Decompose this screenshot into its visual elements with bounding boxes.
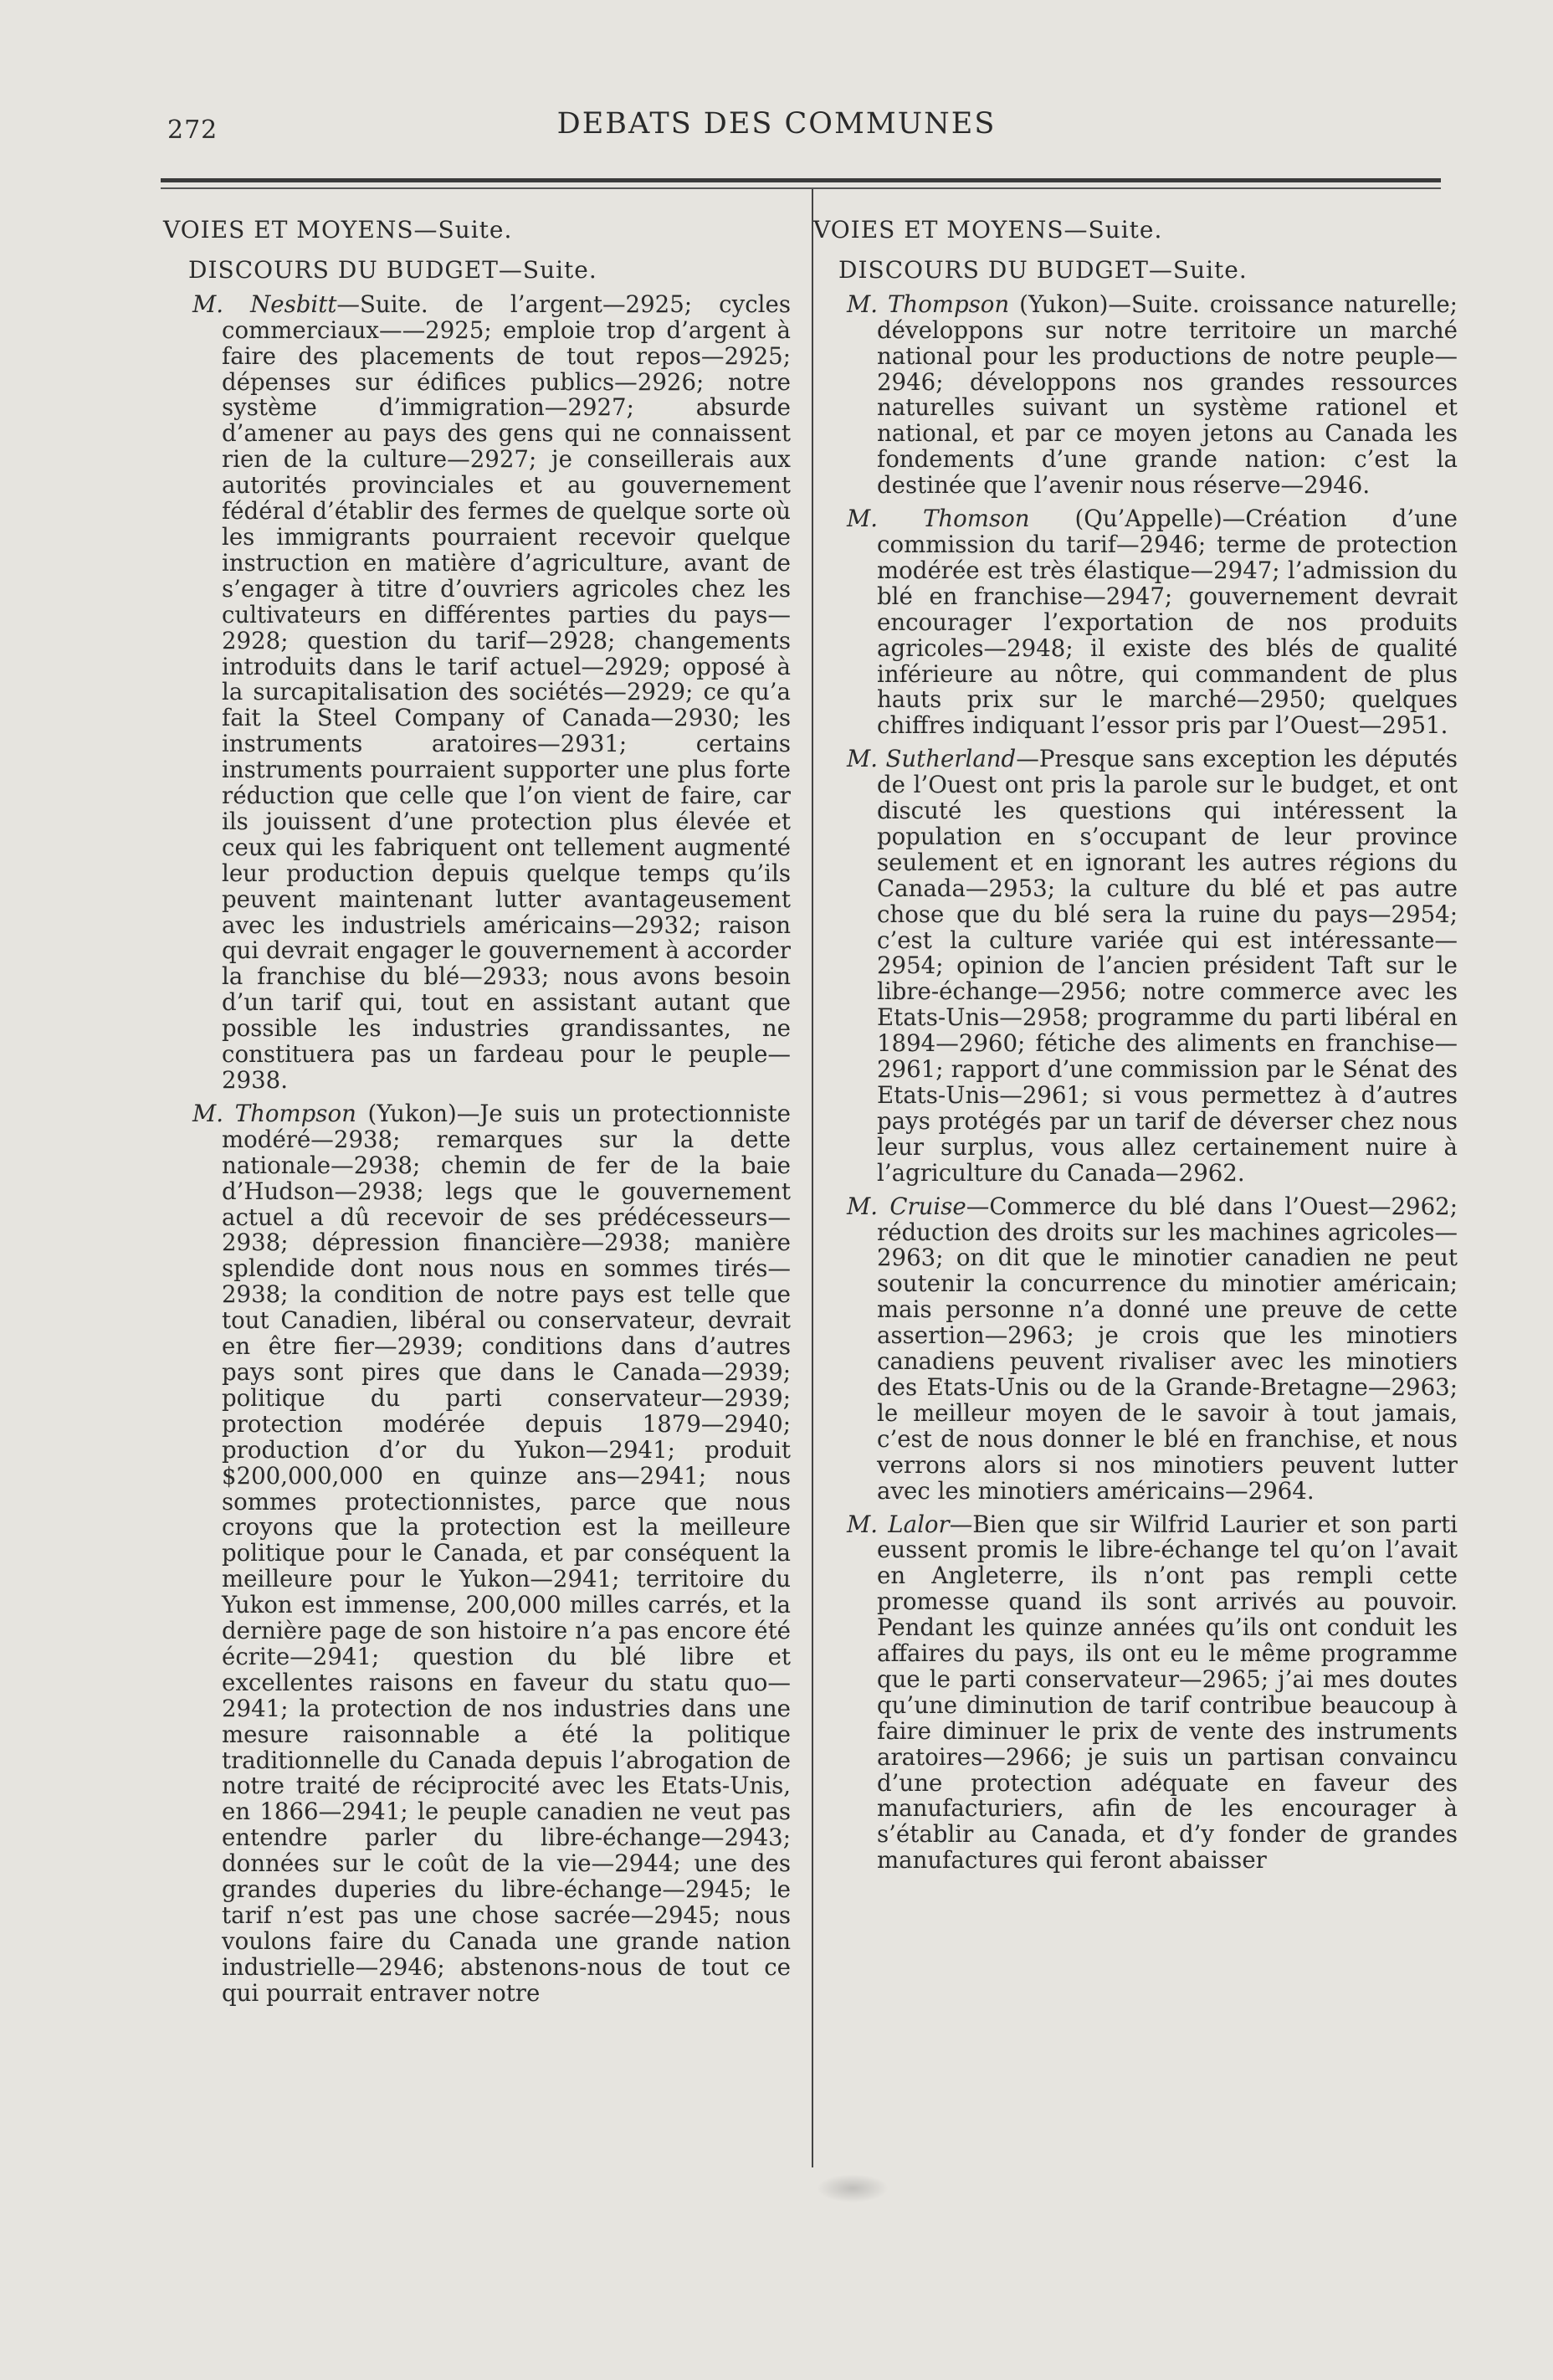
speaker-name: M. Thompson (192, 1099, 356, 1127)
entry-text: —Presque sans exception les députés de l’Ouest ont pris la parole sur le budget, et ont discuté les questions qui intéressent la population en s’occupant de leur province seulement et en ignorant les autres régions du Canada—2953; la culture du blé et pas autre chose que du blé sera la ruine du pays—2954; c’est la culture variée qui est intéressante—2954; opinion de l’ancien président Taft sur le libre-échange—2956; notre commerce avec les Etats-Unis—2958; programme du parti libéral en 1894—2960; fétiche des aliments en franchise—2961; rapport d’une commission par le Sénat des Etats-Unis—2961; si vous permettez à d’autres pays protégés par un tarif de déverser chez nous leur surplus, vous allez certainement nuire à l’agriculture du Canada—2962. (877, 745, 1458, 1187)
index-entry (813, 1512, 1458, 1875)
index-entry (163, 1101, 791, 2007)
section-heading: VOIES ET MOYENS—Suite. (163, 216, 513, 244)
speaker-name: M. Lalor (847, 1510, 950, 1538)
page-number: 272 (167, 115, 218, 145)
entry-text: —Suite. de l’argent—2925; cycles commerciaux——2925; emploie trop d’argent à faire des placements de tout repos—2925; dépenses sur édifices publics—2926; notre système d’immigration—2927; absurde d’amener au pays des gens qui ne connaissent rien de la culture—2927; je conseillerais aux autorités provinciales et au gouvernement fédéral d’établir des fermes de quelque sorte où les immigrants pourraient recevoir quelque instruction en matière d’agriculture, avant de s’engager à titre d’ouvriers agricoles chez les cultivateurs en différentes parties du pays—2928; question du tarif—2928; changements introduits dans le tarif actuel—2929; opposé à la surcapitalisation des sociétés—2929; ce qu’a fait la Steel Company of Canada—2930; les instruments aratoires—2931; certains instruments pourraient supporter une plus forte réduction que celle que l’on vient de faire, car ils jouissent d’une protection plus élevée et ceux qui les fabriquent ont tellement augmenté leur production depuis quelque temps qu’ils peuvent maintenant lutter avantageusement avec les industriels américains—2932; raison qui devrait engager le gouvernement à accorder la franchise du blé—2933; nous avons besoin d’un tarif qui, tout en assistant autant que possible les industries grandissantes, ne constituera pas un fardeau pour le peuple—2938. (222, 290, 791, 1094)
left-column (163, 218, 791, 2007)
running-title: DEBATS DES COMMUNES (556, 107, 997, 141)
header-rule-thick (161, 178, 1441, 182)
ink-smudge (817, 2174, 889, 2203)
speaker-name: M. Sutherland (847, 745, 1017, 773)
index-entry (813, 506, 1458, 739)
entry-text: (Yukon)—Je suis un protectionniste modéré—2938; remarques sur la dette nationale—2938; chemin de fer de la baie d’Hudson—2938; legs que le gouvernement actuel a dû recevoir de ses prédécesseurs—2938; dépression financière—2938; manière splendide dont nous nous en sommes tirés—2938; la condition de notre pays est telle que tout Canadien, libéral ou conservateur, devrait en être fier—2939; conditions dans d’autres pays sont pires que dans le Canada—2939; politique du parti conservateur—2939; protection modérée depuis 1879—2940; production d’or du Yukon—2941; produit $200,000,000 en quinze ans—2941; nous sommes protectionnistes, parce que nous croyons que la protection est la meilleure politique pour le Canada, et par conséquent la meilleure pour le Yukon—2941; territoire du Yukon est immense, 200,000 milles carrés, et la dernière page de son histoire n’a pas encore été écrite—2941; question du blé libre et excellentes raisons en faveur du statu quo—2941; la protection de nos industries dans une mesure raisonnable a été la politique traditionnelle du Canada depuis l’abrogation de notre traité de réciprocité avec les Etats-Unis, en 1866—2941; le peuple canadien ne veut pas entendre parler du libre-échange—2943; données sur le coût de la vie—2944; une des grandes duperies du libre-échange—2945; le tarif n’est pas une chose sacrée—2945; nous voulons faire du Canada une grande nation industrielle—2946; abstenons-nous de tout ce qui pourrait entraver notre (222, 1099, 791, 2007)
header-rule-thin (161, 187, 1441, 189)
section-heading: VOIES ET MOYENS—Suite. (813, 216, 1163, 244)
speaker-name: M. Thompson (847, 290, 1010, 318)
subsection-heading: DISCOURS DU BUDGET—Suite. (838, 255, 1248, 284)
right-column (813, 218, 1458, 1874)
index-entry (163, 292, 791, 1094)
speaker-name: M. Nesbitt (192, 290, 337, 318)
speaker-name: M. Thomson (847, 505, 1030, 533)
index-entry (813, 746, 1458, 1186)
index-entry (813, 292, 1458, 499)
entry-text: (Qu’Appelle)—Création d’une commission du tarif—2946; terme de protection modérée est très élastique—2947; l’admission du blé en franchise—2947; gouvernement devrait encourager l’exportation de nos produits agricoles—2948; il existe des blés de qualité inférieure au nôtre, qui commandent de plus hauts prix sur le marché—2950; quelques chiffres indiquant l’essor pris par l’Ouest—2951. (877, 505, 1458, 740)
entry-text: (Yukon)—Suite. croissance naturelle; développons sur notre territoire un marché national pour les productions de notre peuple—2946; développons nos grandes ressources naturelles suivant un système rationel et national, et par ce moyen jetons au Canada les fondements d’une grande nation: c’est la destinée que l’avenir nous réserve—2946. (877, 290, 1458, 500)
entry-text: —Bien que sir Wilfrid Laurier et son parti eussent promis le libre-échange tel qu’on l’avait en Angleterre, ils n’ont pas rempli cette promesse quand ils sont arrivés au pouvoir. Pendant les quinze années qu’ils ont conduit les affaires du pays, ils ont eu le même programme que le parti conservateur—2965; j’ai mes doutes qu’une diminution de tarif contribue beaucoup à faire diminuer le prix de vente des instruments aratoires—2966; je suis un partisan convaincu d’une protection adéquate en faveur des manufacturiers, afin de les encourager à s’établir au Canada, et d’y fonder de grandes manufactures qui feront abaisser (877, 1510, 1458, 1875)
entry-text: —Commerce du blé dans l’Ouest—2962; réduction des droits sur les machines agricoles—2963; on dit que le minotier canadien ne peut soutenir la concurrence du minotier américain; mais personne n’a donné une preuve de cette assertion—2963; je crois que les minotiers canadiens peuvent rivaliser avec les minotiers des Etats-Unis ou de la Grande-Bretagne—2963; le meilleur moyen de le savoir à tout jamais, c’est de nous donner le blé en franchise, et nous verrons alors si nos minotiers peuvent lutter avec les minotiers américains—2964. (877, 1192, 1458, 1505)
speaker-name: M. Cruise (847, 1192, 966, 1220)
index-entry (813, 1194, 1458, 1505)
subsection-heading: DISCOURS DU BUDGET—Suite. (188, 255, 597, 284)
